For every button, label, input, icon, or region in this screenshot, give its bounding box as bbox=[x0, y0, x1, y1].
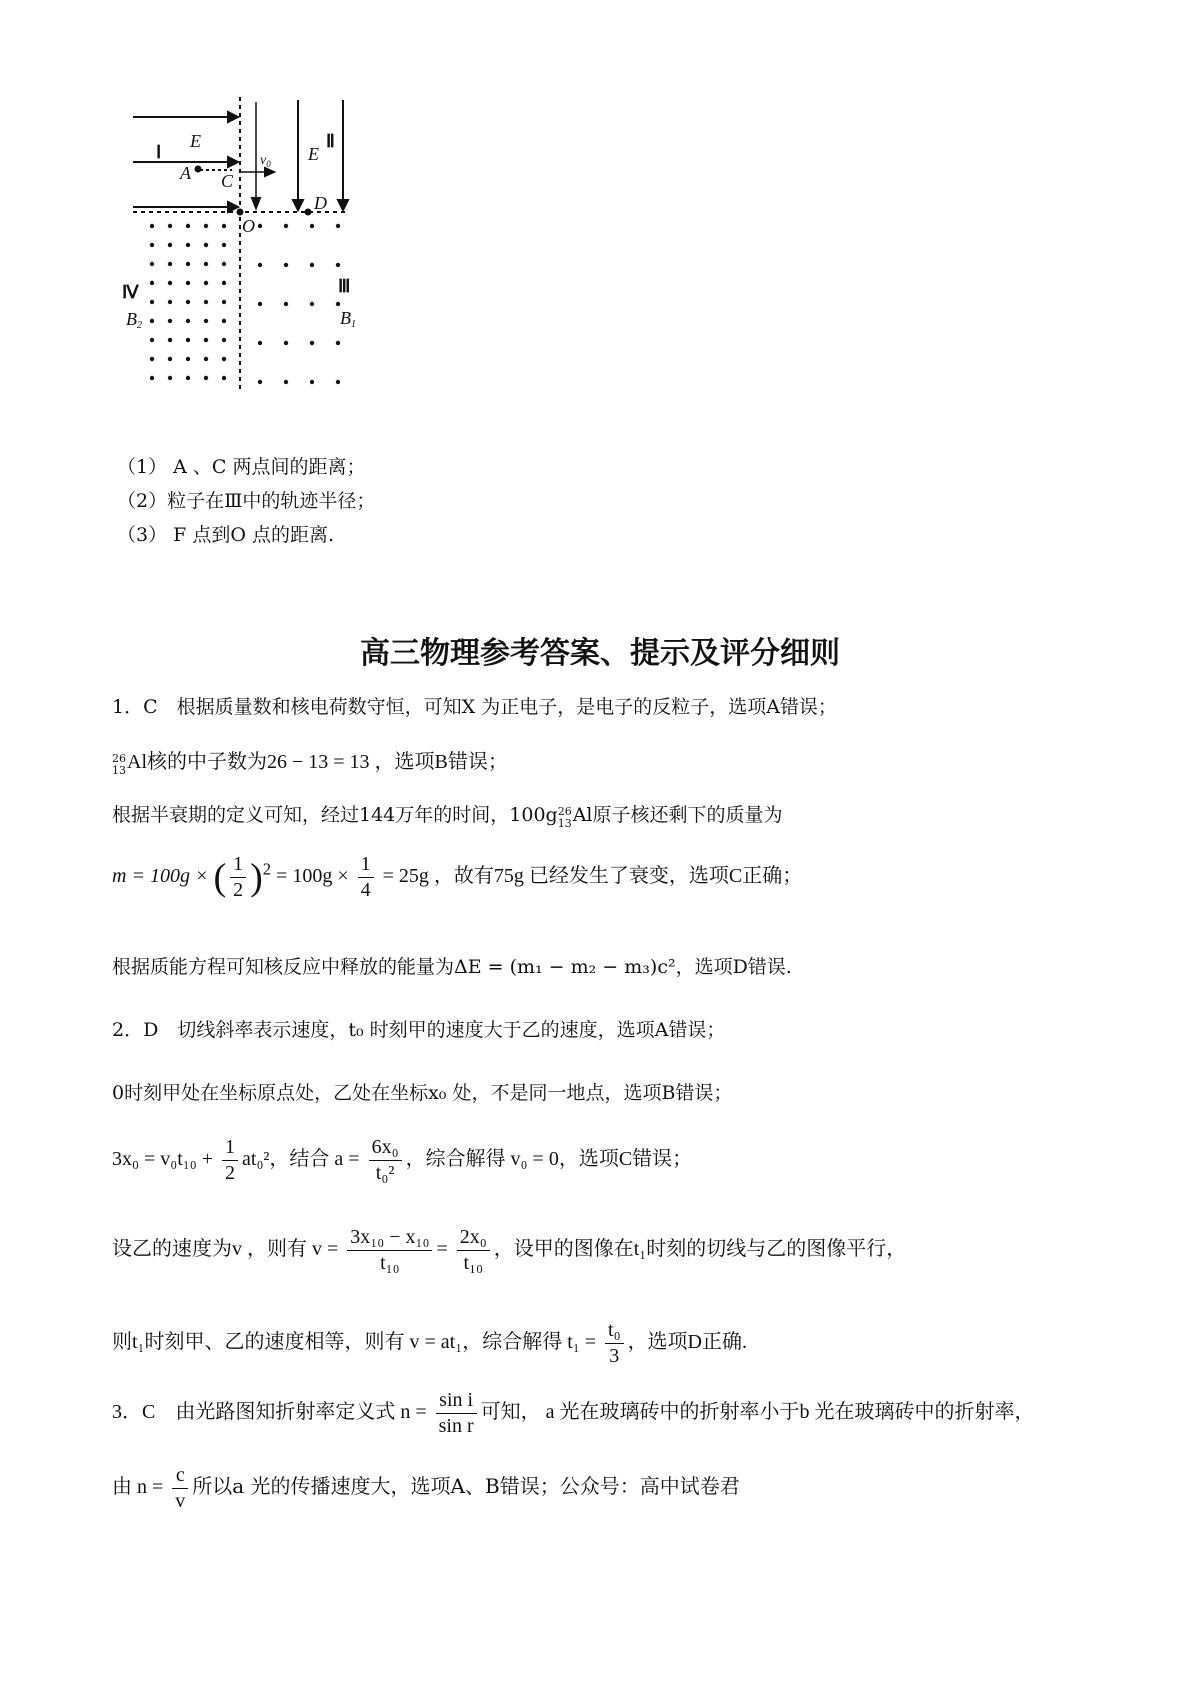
field-dot bbox=[310, 263, 314, 267]
region-iii-label: Ⅲ bbox=[338, 276, 351, 296]
nuclide-notation: 26 13 bbox=[112, 751, 126, 777]
field-dot bbox=[150, 243, 154, 247]
field-dot bbox=[168, 224, 172, 228]
field-dot bbox=[186, 338, 190, 342]
b1-label: B1 bbox=[340, 308, 356, 330]
field-dot bbox=[186, 281, 190, 285]
field-dot bbox=[222, 376, 226, 380]
point-d bbox=[306, 210, 311, 215]
b2-label: B2 bbox=[126, 309, 142, 331]
field-dot bbox=[186, 243, 190, 247]
field-dot bbox=[258, 224, 262, 228]
field-dot bbox=[150, 338, 154, 342]
field-dot bbox=[310, 341, 314, 345]
answer-2-displacement: 3x₀ = v₀t₁₀ + $\frac{1}{2}$ at₀²，结合 a = $\frac{\text{6x₀}}{\text{t₀²}}$ ，综合解得 v₀ = 0，选项C错误； bbox=[112, 1136, 693, 1184]
region-i-label: Ⅰ bbox=[156, 142, 162, 162]
field-dot bbox=[150, 300, 154, 304]
a-label: A bbox=[180, 163, 191, 183]
field-dot bbox=[310, 302, 314, 306]
field-dot bbox=[222, 338, 226, 342]
e-label: E bbox=[190, 131, 201, 151]
point-a bbox=[196, 167, 201, 172]
field-dot bbox=[150, 357, 154, 361]
field-dot bbox=[204, 243, 208, 247]
v0-label: $v_0$ bbox=[260, 153, 271, 169]
e-label: E bbox=[308, 144, 319, 164]
field-dot bbox=[168, 376, 172, 380]
field-dot bbox=[222, 262, 226, 266]
field-dot bbox=[168, 357, 172, 361]
point-o bbox=[238, 210, 243, 215]
answer-2-conclusion: 则t₁时刻甲、乙的速度相等，则有 v = at₁，综合解得 t₁ = $\frac{\text{t₀}}{3}$ ，选项D正确. bbox=[112, 1319, 748, 1367]
arrowhead bbox=[228, 202, 238, 212]
field-dot bbox=[186, 376, 190, 380]
field-dot bbox=[284, 302, 288, 306]
field-dots-b2 bbox=[150, 224, 226, 380]
field-dot bbox=[222, 319, 226, 323]
field-dot bbox=[222, 281, 226, 285]
field-dot bbox=[168, 319, 172, 323]
answer-3-speed: 由 n = $\frac{c}{v}$ 所以a 光的传播速度大，选项A、B错误；公众号：高中试卷君 bbox=[112, 1464, 740, 1512]
field-dot bbox=[186, 300, 190, 304]
page-title: 高三物理参考答案、提示及评分细则 bbox=[360, 636, 840, 671]
answer-1-neutrons: 26 13Al核的中子数为26 − 13 = 13 ，选项B错误； bbox=[112, 751, 508, 777]
answer-1-line: 1．C 根据质量数和核电荷数守恒，可知X 为正电子，是电子的反粒子，选项A错误； bbox=[112, 696, 837, 718]
field-dot bbox=[336, 224, 340, 228]
field-dot bbox=[168, 262, 172, 266]
question-1: （1） A 、C 两点间的距离； bbox=[117, 456, 366, 478]
field-dot bbox=[186, 319, 190, 323]
field-dot bbox=[150, 281, 154, 285]
field-dot bbox=[168, 338, 172, 342]
field-dot bbox=[284, 224, 288, 228]
field-dot bbox=[258, 380, 262, 384]
field-dot bbox=[204, 376, 208, 380]
arrowhead bbox=[228, 112, 238, 122]
field-dot bbox=[204, 224, 208, 228]
arrowhead bbox=[228, 157, 238, 167]
field-dots-b1 bbox=[258, 224, 340, 384]
field-dot bbox=[310, 380, 314, 384]
field-dot bbox=[204, 262, 208, 266]
field-dot bbox=[204, 300, 208, 304]
field-dot bbox=[168, 243, 172, 247]
field-dot bbox=[186, 224, 190, 228]
question-3: （3） F 点到O 点的距离. bbox=[117, 524, 335, 546]
field-dot bbox=[222, 300, 226, 304]
c-label: C bbox=[221, 171, 234, 191]
answer-2-line: 2．D 切线斜率表示速度，t₀ 时刻甲的速度大于乙的速度，选项A错误； bbox=[112, 1019, 726, 1041]
field-dot bbox=[150, 262, 154, 266]
field-dot bbox=[222, 357, 226, 361]
answer-2-origin: 0时刻甲处在坐标原点处，乙处在坐标x₀ 处，不是同一地点，选项B错误； bbox=[112, 1082, 733, 1104]
field-dot bbox=[168, 300, 172, 304]
field-dot bbox=[186, 262, 190, 266]
field-dot bbox=[204, 281, 208, 285]
field-dot bbox=[204, 357, 208, 361]
question-2: （2）粒子在Ⅲ中的轨迹半径； bbox=[117, 490, 376, 512]
field-dot bbox=[150, 376, 154, 380]
field-dot bbox=[310, 224, 314, 228]
answer-1-mass-equation: m = 100g × ( $\frac{1}{2}$ )$^2$ = 100g × $\frac{1}{4}$ = 25g ，故有75g 已经发生了衰变，选项C正确； bbox=[112, 853, 803, 901]
field-dot bbox=[258, 341, 262, 345]
field-dot bbox=[150, 319, 154, 323]
field-dot bbox=[222, 243, 226, 247]
answer-3-line: 3．C 由光路图知折射率定义式 n = $\frac{\text{sin i}}{\text{sin r}}$ 可知， a 光在玻璃砖中的折射率小于b 光在玻璃砖中的折射率， bbox=[112, 1389, 1035, 1437]
field-dot bbox=[204, 338, 208, 342]
field-dot bbox=[284, 263, 288, 267]
field-dot bbox=[258, 302, 262, 306]
d-label: D bbox=[314, 193, 327, 213]
field-dot bbox=[258, 263, 262, 267]
o-label: O bbox=[242, 216, 255, 236]
answer-1-energy: 根据质能方程可知核反应中释放的能量为ΔE = (m₁ − m₂ − m₃)c²，选项D错误. bbox=[112, 956, 792, 978]
field-dot bbox=[336, 302, 340, 306]
field-dot bbox=[336, 341, 340, 345]
region-ii-label: Ⅱ bbox=[326, 131, 335, 151]
answer-2-velocity: 设乙的速度为v ，则有 v = $\frac{\text{3x₁₀ − x₁₀}}{\text{t₁₀}}$ = $\frac{\text{2x₀}}{\text{t₁₀}}$ ，设甲的图像在t₁时刻的切线与乙的图像平行， bbox=[112, 1226, 907, 1274]
field-dot bbox=[168, 281, 172, 285]
region-iv-label: Ⅳ bbox=[122, 282, 139, 302]
answer-1-halflife: 根据半衰期的定义可知，经过144万年的时间，100g26 13Al原子核还剩下的质量为 bbox=[112, 804, 783, 830]
field-dot bbox=[336, 263, 340, 267]
field-dot bbox=[150, 224, 154, 228]
field-dot bbox=[284, 341, 288, 345]
field-diagram bbox=[122, 92, 398, 432]
field-dot bbox=[222, 224, 226, 228]
field-dot bbox=[336, 380, 340, 384]
field-dot bbox=[186, 357, 190, 361]
field-dot bbox=[284, 380, 288, 384]
field-dot bbox=[204, 319, 208, 323]
